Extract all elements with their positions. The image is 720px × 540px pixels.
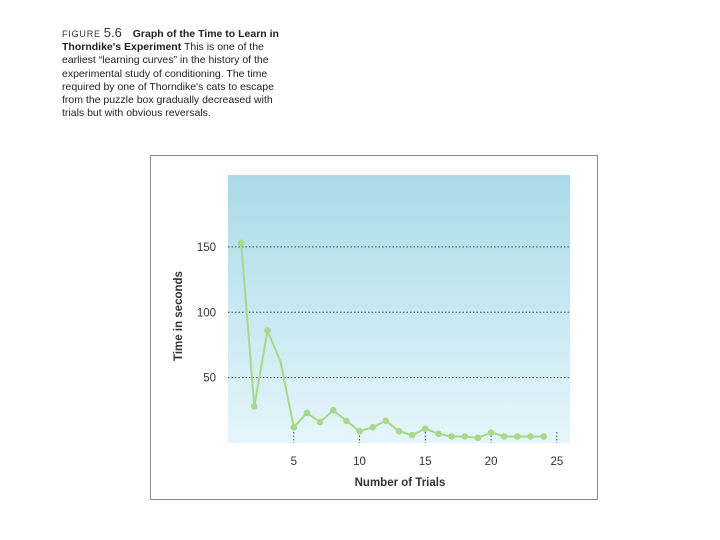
x-axis-title: Number of Trials — [354, 477, 446, 489]
data-point — [422, 425, 429, 432]
x-tick-label: 5 — [290, 456, 297, 468]
x-tick-label: 20 — [484, 456, 498, 468]
figure-number: 5.6 — [103, 25, 122, 40]
figure-caption — [62, 26, 292, 120]
data-point — [330, 407, 337, 414]
data-point — [514, 433, 521, 440]
data-point — [251, 403, 258, 410]
x-tick-label: 15 — [418, 456, 432, 468]
data-point — [435, 431, 442, 438]
data-point — [448, 433, 455, 440]
data-point — [238, 240, 245, 247]
learning-curve-chart — [151, 156, 599, 501]
data-point — [396, 428, 403, 435]
x-tick-label: 25 — [550, 456, 564, 468]
data-point — [383, 417, 390, 424]
data-point — [304, 410, 311, 417]
figure-title: Graph of the Time to Learn in Thorndike's Experiment — [62, 28, 279, 54]
x-tick-label: 10 — [353, 456, 366, 468]
data-point — [343, 417, 350, 424]
figure-label: FIGURE — [62, 29, 101, 39]
data-point — [461, 433, 468, 440]
data-point — [356, 428, 363, 435]
figure-description: This is one of the earliest “learning curves” in the history of the experimental study of conditioning. The time required by one of Thorndike's cats to escape from the puzzle box gradually decreased with trials but with obvious reversals. — [62, 41, 274, 120]
data-point — [369, 424, 376, 431]
data-point — [527, 433, 534, 440]
data-point — [540, 433, 547, 440]
data-point — [290, 424, 297, 431]
data-point — [317, 419, 324, 426]
chart-frame — [150, 155, 598, 500]
y-tick-label: 100 — [196, 307, 216, 320]
data-point — [501, 433, 508, 440]
plot-background — [228, 175, 570, 443]
data-point — [488, 429, 495, 436]
y-tick-label: 50 — [203, 372, 216, 385]
y-axis-title: Time in seconds — [173, 271, 185, 361]
data-point — [409, 432, 416, 439]
y-tick-label: 150 — [196, 241, 216, 254]
data-point — [475, 434, 482, 441]
data-point — [264, 327, 271, 334]
